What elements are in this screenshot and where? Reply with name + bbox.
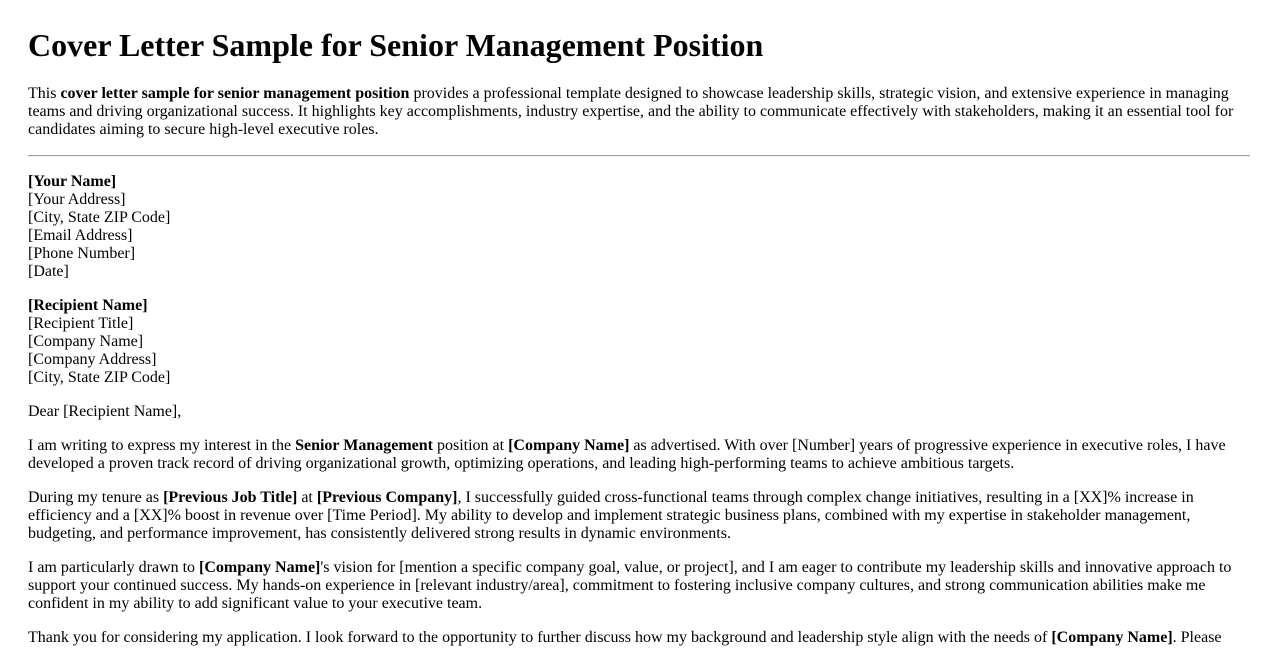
page-title: Cover Letter Sample for Senior Management Position (28, 27, 764, 63)
body-paragraph-4: Thank you for considering my application. I look forward to the opportunity to further discuss how my background and leadership style align with the needs of [Company Name]. Please (28, 629, 1222, 646)
bold-text: [Company Name] (508, 437, 630, 454)
bold-text: [Your Name] (28, 173, 117, 190)
bold-text: [Company Name] (199, 559, 321, 576)
bold-text: [Previous Company] (316, 489, 458, 506)
bold-text: [Company Name] (1051, 629, 1173, 646)
recipient-address-block: [Recipient Name] [Recipient Title] [Company Name] [Company Address] [City, State ZIP Code] (28, 297, 171, 386)
bold-text: [Previous Job Title] (163, 489, 298, 506)
body-paragraph-3: I am particularly drawn to [Company Name]'s vision for [mention a specific company goal, value, or project], and I am eager to contribute my leadership skills and innovative approach to support your continued success. My hands-on experience in [relevant industry/area], commitment to fostering inclusive company cultures, and strong communication abilities make me confident in my ability to add significant value to your executive team. (28, 559, 1232, 612)
bold-text: cover letter sample for senior management position (60, 85, 410, 102)
salutation: Dear [Recipient Name], (28, 403, 182, 420)
bold-text: Senior Management (295, 437, 433, 454)
section-divider (28, 155, 1250, 157)
body-paragraph-1: I am writing to express my interest in the Senior Management position at [Company Name] as advertised. With over [Number] years of progressive experience in executive roles, I have developed a proven track record of driving organizational growth, optimizing operations, and leading high-performing teams to achieve ambitious targets. (28, 437, 1226, 472)
bold-text: [Recipient Name] (28, 297, 148, 314)
intro-paragraph: This cover letter sample for senior management position provides a professional template designed to showcase leadership skills, strategic vision, and extensive experience in managing teams and driving organizational success. It highlights key accomplishments, industry expertise, and the ability to communicate effectively with stakeholders, making it an essential tool for candidates aiming to secure high-level executive roles. (28, 85, 1234, 138)
body-paragraph-2: During my tenure as [Previous Job Title] at [Previous Company], I successfully guided cross-functional teams through complex change initiatives, resulting in a [XX]% increase in efficiency and a [XX]% boost in revenue over [Time Period]. My ability to develop and implement strategic business plans, combined with my expertise in stakeholder management, budgeting, and performance improvement, has consistently delivered strong results in dynamic environments. (28, 489, 1194, 542)
sender-address-block: [Your Name] [Your Address] [City, State ZIP Code] [Email Address] [Phone Number] [Date] (28, 173, 171, 280)
